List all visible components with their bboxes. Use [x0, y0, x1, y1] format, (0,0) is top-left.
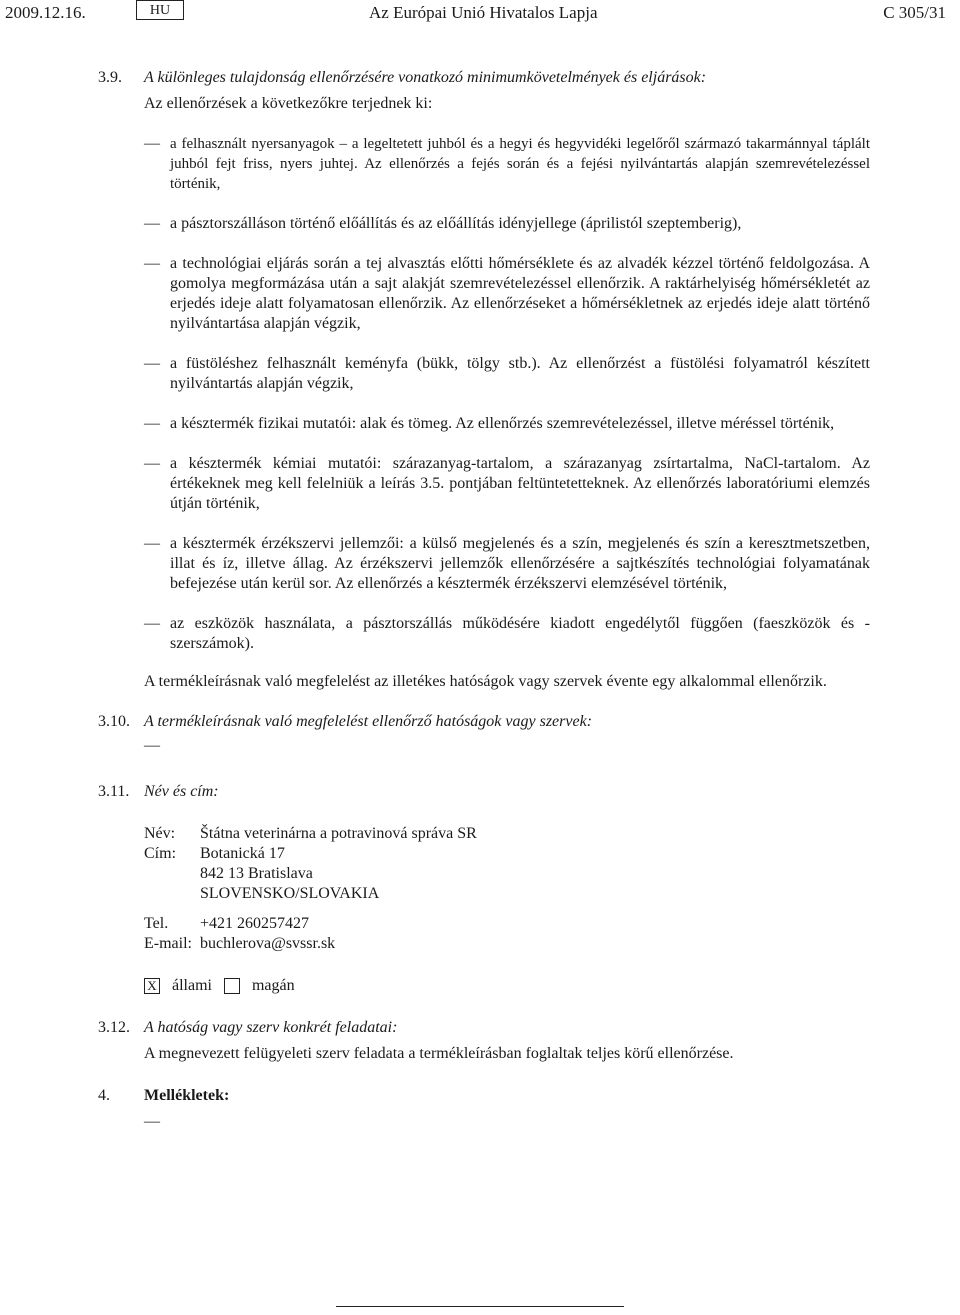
authority-name: Štátna veterinárna a potravinová správa SR — [200, 825, 477, 842]
section-3-9-heading — [98, 68, 870, 88]
email-value: buchlerova@svssr.sk — [200, 935, 336, 952]
list-item — [144, 614, 870, 654]
document-body — [98, 68, 870, 1132]
dash-bullet: — — [144, 255, 160, 272]
dash-bullet: — — [144, 135, 160, 152]
private-checkbox-label: magán — [251, 977, 295, 994]
address-line: 842 13 Bratislava — [200, 865, 313, 882]
dash-bullet: — — [144, 535, 160, 552]
empty-value-dash: — — [144, 737, 160, 754]
section-number: 3.9. — [98, 69, 122, 86]
address-row-tel — [144, 914, 870, 934]
list-item — [144, 354, 870, 394]
list-item — [144, 134, 870, 194]
address-row-email — [144, 934, 870, 954]
dash-bullet: — — [144, 455, 160, 472]
section-number: 3.10. — [98, 713, 130, 730]
section-title: A hatóság vagy szerv konkrét feladatai: — [144, 1019, 398, 1036]
section-title: A különleges tulajdonság ellenőrzésére vonatkozó minimumkövetelmények és eljárások: — [144, 69, 707, 86]
section-closing-text: A termékleírásnak való megfelelést az illetékes hatóságok vagy szervek évente egy alkalommal ellenőrzik. — [144, 673, 827, 690]
section-title: Mellékletek: — [144, 1087, 230, 1104]
state-checkbox-label: állami — [172, 977, 212, 994]
name-label: Név: — [144, 825, 176, 842]
list-item-text: a technológiai eljárás során a tej alvasztás előtti hőmérséklete és az alvadék kézzel történő feldolgozása. A gomolya megformázása után a sajt alakját szemrevételezéssel ellenőrzik. A raktárhelyiség hőmérsékletét az erjedés ideje alatt folyamatosan ellenőrzik. Az ellenőrzéseket a hőmérsékletnek az erjedés ideje alatt történő nyilvántartása alapján végzik, — [170, 255, 870, 332]
page-header — [0, 0, 960, 30]
section-3-12-heading — [98, 1018, 870, 1038]
empty-value-dash: — — [144, 1113, 160, 1130]
page-number: C 305/31 — [883, 3, 946, 22]
list-item-text: a késztermék kémiai mutatói: szárazanyag-tartalom, a szárazanyag zsírtartalma, NaCl-tartalom. Az értékeknek meg kell felelniük a leírás 3.5. pontjában feltüntetetteknek. Az ellenőrzés laboratóriumi elemzés útján történik, — [170, 455, 870, 512]
list-item — [144, 414, 870, 434]
section-title: Név és cím: — [144, 783, 219, 800]
address-label: Cím: — [144, 845, 177, 862]
section-3-10-heading — [98, 712, 870, 732]
ownership-checkboxes — [144, 976, 870, 996]
tel-value: +421 260257427 — [200, 915, 310, 932]
list-item-text: a késztermék fizikai mutatói: alak és tömeg. Az ellenőrzés szemrevételezéssel, illetve méréssel történik, — [170, 415, 835, 432]
control-list — [144, 134, 870, 654]
address-row-city — [144, 864, 870, 884]
section-title: A termékleírásnak való megfelelést ellenőrző hatóságok vagy szervek: — [144, 713, 593, 730]
authority-address — [144, 824, 870, 954]
list-item-text: a füstöléshez felhasznált keményfa (bükk, tölgy stb.). Az ellenőrzést a füstölési folyamatról készített nyilvántartás alapján végzik, — [170, 355, 870, 392]
list-item — [144, 454, 870, 514]
address-row-country — [144, 884, 870, 904]
publication-date: 2009.12.16. — [5, 3, 86, 22]
list-item-text: a késztermék érzékszervi jellemzői: a külső megjelenés és a szín, megjelenés és szín a keresztmetszetben, illat és íz, illetve állag. Az érzékszervi jellemzők ellenőrzésére a sajtkészítés technológiai folyamatának befejezése után kerül sor. Az ellenőrzés a késztermék érzékszervi elemzésével történik, — [170, 535, 870, 592]
email-label: E-mail: — [144, 935, 192, 952]
list-item — [144, 254, 870, 334]
address-row-street — [144, 844, 870, 864]
dash-bullet: — — [144, 615, 160, 632]
dash-bullet: — — [144, 355, 160, 372]
journal-title: Az Európai Unió Hivatalos Lapja — [369, 3, 598, 22]
list-item-text: a felhasznált nyersanyagok – a legeltetett juhból és a hegyi és hegyvidéki legelőről származó takarmánnyal táplált juhból fejt friss, nyers juhtej. Az ellenőrzés a fejés során és a fejési nyilvántartás alapján szemrevételezéssel történik, — [170, 136, 870, 192]
address-row-name — [144, 824, 870, 844]
dash-bullet: — — [144, 215, 160, 232]
section-number: 3.12. — [98, 1019, 130, 1036]
section-intro: Az ellenőrzések a következőkre terjednek ki: — [144, 95, 433, 112]
address-line: Botanická 17 — [200, 845, 285, 862]
section-number: 3.11. — [98, 783, 130, 800]
footnote-divider — [336, 1306, 624, 1307]
address-line: SLOVENSKO/SLOVAKIA — [200, 885, 380, 902]
state-checkbox[interactable]: X — [144, 978, 160, 994]
private-checkbox[interactable] — [224, 978, 240, 994]
language-badge: HU — [136, 0, 184, 20]
list-item-text: a pásztorszálláson történő előállítás és az előállítás idényjellege (áprilistól szeptemberig), — [170, 215, 742, 232]
list-item-text: az eszközök használata, a pásztorszállás működésére kiadott engedélytől függően (faeszközök és -szerszámok). — [170, 615, 870, 652]
section-number: 4. — [98, 1087, 110, 1104]
section-4-heading — [98, 1086, 870, 1106]
section-3-11-heading — [98, 782, 870, 802]
dash-bullet: — — [144, 415, 160, 432]
list-item — [144, 214, 870, 234]
section-text: A megnevezett felügyeleti szerv feladata a termékleírásban foglaltak teljes körű ellenőrzése. — [144, 1045, 734, 1062]
tel-label: Tel. — [144, 915, 169, 932]
list-item — [144, 534, 870, 594]
